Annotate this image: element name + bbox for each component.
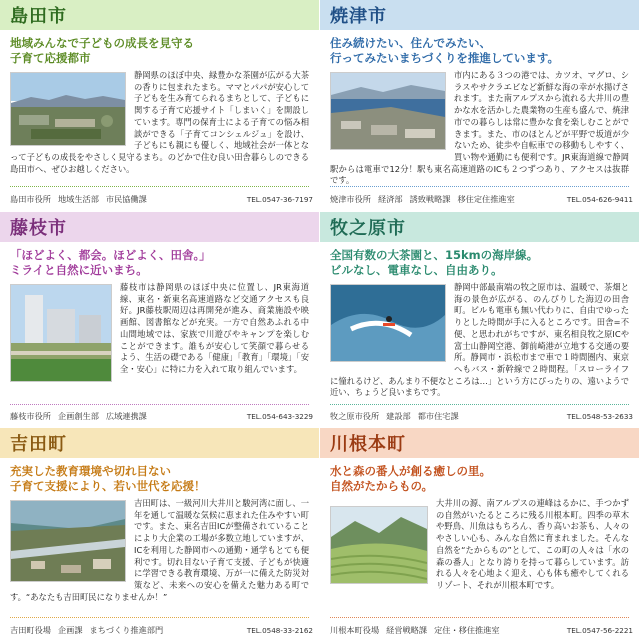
catchphrase (0, 242, 319, 278)
city-photo (330, 506, 428, 584)
catchphrase-line: 地域みんなで子どもの成長を見守る (10, 36, 194, 50)
catchphrase-line: 住み続けたい、住んでみたい、 (330, 36, 491, 50)
department: 経営戦略課 (386, 625, 428, 635)
city-panel-yoshida (0, 428, 320, 643)
phone-number: TEL.0547-36-7197 (246, 195, 313, 204)
city-name: 牧之原市 (330, 218, 406, 239)
sub-section: 移住定住推進室 (457, 194, 515, 204)
city-header (320, 0, 639, 30)
section: 都市住宅課 (417, 411, 459, 421)
city-name: 島田市 (10, 6, 67, 27)
office-name: 川根本町役場 (330, 625, 380, 635)
catchphrase-line: ミライと自然に近いまち。 (10, 263, 148, 277)
city-name: 藤枝市 (10, 218, 67, 239)
department: 経済部 (377, 194, 403, 204)
catchphrase (0, 458, 319, 494)
catchphrase-line: 水と森の番人が創る癒しの里。 (330, 464, 491, 478)
office-name: 島田市役所 (10, 194, 51, 204)
department: 企画創生部 (57, 411, 99, 421)
divider (330, 186, 629, 187)
catchphrase-line: 「ほどよく、都会。ほどよく、田舎。」 (10, 248, 211, 262)
city-panel-fujieda (0, 212, 320, 428)
city-description: 吉田町は、一級河川大井川と駿河湾に面し、一年を通して温暖な気候に恵まれた住みやすい町です。また、東名吉田ICが整備されていることにより大企業の工場が多数立地していますが、ICを利用した静岡市への通勤・通学もとても便利です。切れ目ない子育て支援、子どもが快適に学習できる教育環境、万が一に備えた防災対策など、未来への安心を備えた魅力ある町です。“あなたも吉田町民になりませんか！” (10, 498, 309, 602)
office-name: 藤枝市役所 (10, 411, 51, 421)
divider (10, 186, 309, 187)
contact-footer (10, 411, 313, 422)
city-header (0, 212, 319, 242)
catchphrase (320, 30, 639, 66)
phone-number: TEL.0547-56-2221 (566, 626, 633, 635)
office-name: 牧之原市役所 (330, 411, 380, 421)
city-name: 川根本町 (330, 434, 406, 455)
section: 市民協働課 (105, 194, 147, 204)
catchphrase-line: ビルなし、電車なし、自由あり。 (330, 263, 503, 277)
divider (330, 617, 629, 618)
department: 建設部 (386, 411, 411, 421)
city-photo (10, 284, 112, 382)
city-panel-yaizu (320, 0, 640, 212)
city-description: 市内にある３つの港では、カツオ、マグロ、シラスやサクラエビなど新鮮な海の幸が水揚げされます。また南アルプスから流れる大井川の豊かな水を活かした農業物の生産も盛んで、焼津市での暮らしは常に豊かな食を楽しむことができます。また、市のほとんどが平野で坂道が少ないため、徒歩や自転車での移動もしやすく、買い物や通勤にも便利です。JR東海道線で静岡駅からは電車で12分！駅も東名高速道路のICも２つずつあり、アクセスは抜群です。 (330, 70, 629, 186)
phone-number: TEL.0548-53-2633 (566, 412, 633, 421)
city-name: 吉田町 (10, 434, 67, 455)
city-description: 大井川の源、南アルプスの連峰はるかに、手つかずの自然がいたるところに残る川根本町。四季の草木や野鳥、川魚はもちろん、香り高いお茶も、人々のやさしい心も、みんな自然に育まれました。そんな自然を“たからもの”として、この町の人々は「水の森の番人」となり誇りを持って暮らしています。訪れる人々を心地よく迎え、心も体も癒やしてくれるリゾート、それが川根本町です。 (436, 498, 629, 590)
contact-footer (10, 625, 313, 636)
phone-number: TEL.054-643-3229 (246, 412, 313, 421)
phone-number: TEL.054-626-9411 (566, 195, 633, 204)
catchphrase-line: 行ってみたいまちづくりを推進しています。 (330, 51, 559, 65)
city-header (320, 428, 639, 458)
city-header (0, 428, 319, 458)
catchphrase (320, 242, 639, 278)
divider (10, 404, 309, 405)
contact-footer (330, 411, 633, 422)
contact-footer (330, 194, 633, 205)
department: 地域生活部 (57, 194, 99, 204)
catchphrase (0, 30, 319, 66)
divider (330, 404, 629, 405)
city-panel-kawanehoncho (320, 428, 640, 643)
city-photo (10, 72, 126, 146)
catchphrase-line: 子育て応援都市 (10, 51, 91, 65)
catchphrase (320, 458, 639, 494)
contact-footer (330, 625, 633, 636)
catchphrase-line: 充実した教育環境や切れ目ない (10, 464, 171, 478)
office-name: 焼津市役所 (330, 194, 371, 204)
section: 誘致戦略課 (409, 194, 451, 204)
department: 企画課 (57, 625, 83, 635)
city-description: 静岡県のほぼ中央、緑豊かな茶園が広がる大茶の香りに包まれたまち。ママとパパが安心して子どもを生み育てられるまちとして、子どもに関する子育て応援サイト「しまいく」を開設しています。専門の保育士による子育ての悩み相談ができる「子育てコンシェルジュ」を設け、子どもにも親にも優しく、地域社会が一体となって子どもの成長をやさしく見守るまち。のどかで住む良い田舎暮らしのできる島田市へ、ぜひお越しください。 (10, 70, 309, 174)
catchphrase-line: 自然がたからもの。 (330, 479, 434, 493)
city-photo (330, 284, 446, 362)
city-header (0, 0, 319, 30)
city-description: 藤枝市は静岡県のほぼ中央に位置し、JR東海道線、東名・新東名高速道路など交通アクセスも良好。JR藤枝駅周辺は再開発が進み、商業施設や映画館、図書館などが充実。一方で自然あふれる中山間地域では、家族で川遊びやキャンプを楽しむことができます。誰もが安心して笑顔で暮らせるよう、生活の礎である「健康」「教育」「環境」「安全・安心」に特に力を入れて取り組んでいます。 (120, 282, 309, 374)
city-header (320, 212, 639, 242)
city-photo (10, 500, 126, 582)
divider (10, 617, 309, 618)
city-photo (330, 72, 446, 150)
section: まちづくり推進部門 (89, 625, 164, 635)
catchphrase-line: 全国有数の大茶園と、15kmの海岸線。 (330, 248, 539, 262)
section: 定住・移住推進室 (434, 625, 500, 635)
city-panel-shimada (0, 0, 320, 212)
phone-number: TEL.0548-33-2162 (246, 626, 313, 635)
city-panel-makinohara (320, 212, 640, 428)
contact-footer (10, 194, 313, 205)
section: 広域連携課 (105, 411, 147, 421)
city-name: 焼津市 (330, 6, 387, 27)
office-name: 吉田町役場 (10, 625, 51, 635)
city-description: 静岡中部最南端の牧之原市は、温暖で、茶畑と海の景色が広がる、のんびりした海辺の田舎町。ビルも電車も無い代わりに、自由でゆったりとした時間が手に入るところです。田舎=不便、と思われがちですが、東名相良牧之原ICや富士山静岡空港、御前崎港が立地する交通の要所。静岡市・浜松市まで車で１時間圏内、東京へもバス・新幹線で２時間程。「スローライフに憧れるけど、あんまり不便なところは…」という方にぴったりの、遠いようで近い、ちょうど良いまちです。 (330, 282, 629, 398)
catchphrase-line: 子育て支援により、若い世代を応援！ (10, 479, 206, 493)
